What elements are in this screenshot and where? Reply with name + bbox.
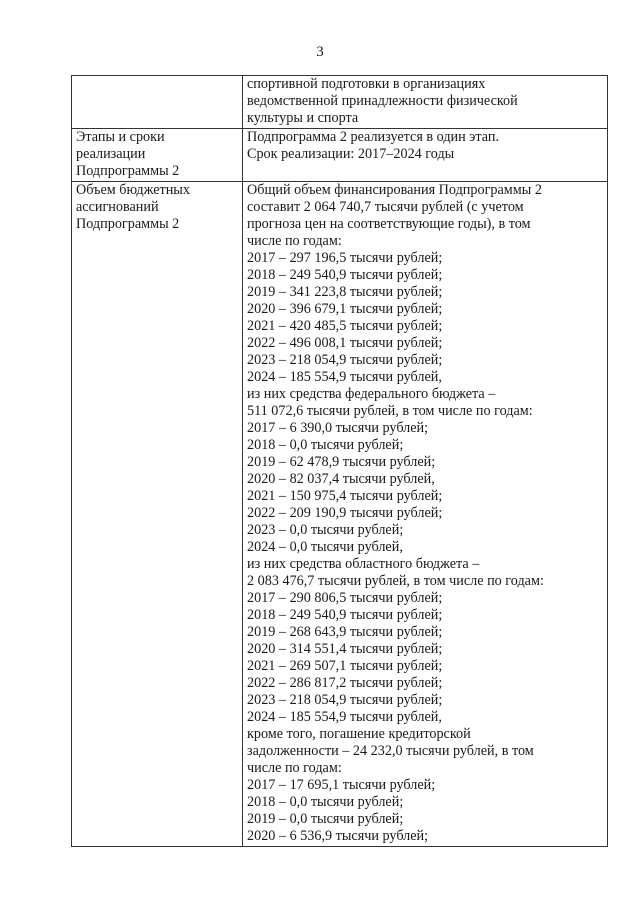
- value-line: 2020 – 396 679,1 тысячи рублей;: [247, 301, 443, 317]
- label-line: Подпрограммы 2: [76, 216, 180, 232]
- value-line: из них средства федерального бюджета –: [247, 386, 496, 402]
- row-value-cell: [243, 182, 608, 847]
- value-line: 2018 – 0,0 тысячи рублей;: [247, 437, 404, 453]
- row-label-cell: [72, 129, 243, 182]
- value-line: 2023 – 218 054,9 тысячи рублей;: [247, 692, 443, 708]
- value-line: 2017 – 6 390,0 тысячи рублей;: [247, 420, 429, 436]
- table-body: [72, 76, 608, 847]
- value-line: задолженности – 24 232,0 тысячи рублей, в том: [247, 743, 534, 759]
- value-line: 2018 – 0,0 тысячи рублей;: [247, 794, 404, 810]
- row-value-cell: [243, 76, 608, 129]
- value-line: 2023 – 0,0 тысячи рублей;: [247, 522, 404, 538]
- value-line: Общий объем финансирования Подпрограммы 2: [247, 182, 542, 198]
- value-line: числе по годам:: [247, 760, 342, 776]
- value-line: 2017 – 297 196,5 тысячи рублей;: [247, 250, 443, 266]
- row-value-cell: [243, 129, 608, 182]
- value-line: 2019 – 0,0 тысячи рублей;: [247, 811, 404, 827]
- label-line: Подпрограммы 2: [76, 163, 180, 179]
- value-line: культуры и спорта: [247, 110, 359, 126]
- value-line: ведомственной принадлежности физической: [247, 93, 518, 109]
- row-label-cell: [72, 76, 243, 129]
- page-number: 3: [316, 44, 324, 60]
- value-line: 2023 – 218 054,9 тысячи рублей;: [247, 352, 443, 368]
- value-line: 2017 – 290 806,5 тысячи рублей;: [247, 590, 443, 606]
- value-line: 2022 – 286 817,2 тысячи рублей;: [247, 675, 443, 691]
- value-line: Срок реализации: 2017–2024 годы: [247, 146, 455, 162]
- label-line: ассигнований: [76, 199, 159, 215]
- value-line: 2 083 476,7 тысячи рублей, в том числе по годам:: [247, 573, 544, 589]
- value-line: из них средства областного бюджета –: [247, 556, 480, 572]
- value-line: 2024 – 185 554,9 тысячи рублей,: [247, 709, 442, 725]
- value-line: кроме того, погашение кредиторской: [247, 726, 471, 742]
- value-line: составит 2 064 740,7 тысячи рублей (с учетом: [247, 199, 524, 215]
- table-row: [72, 129, 608, 182]
- table-row: [72, 76, 608, 129]
- passport-table: [71, 75, 608, 847]
- value-line: 2022 – 209 190,9 тысячи рублей;: [247, 505, 443, 521]
- value-line: числе по годам:: [247, 233, 342, 249]
- value-line: 2019 – 341 223,8 тысячи рублей;: [247, 284, 443, 300]
- label-line: Этапы и сроки: [76, 129, 165, 145]
- value-line: 2018 – 249 540,9 тысячи рублей;: [247, 267, 443, 283]
- value-line: 2019 – 62 478,9 тысячи рублей;: [247, 454, 436, 470]
- value-line: 511 072,6 тысячи рублей, в том числе по годам:: [247, 403, 533, 419]
- value-line: 2017 – 17 695,1 тысячи рублей;: [247, 777, 436, 793]
- value-line: 2018 – 249 540,9 тысячи рублей;: [247, 607, 443, 623]
- value-line: 2020 – 6 536,9 тысячи рублей;: [247, 828, 429, 844]
- value-line: 2021 – 420 485,5 тысячи рублей;: [247, 318, 443, 334]
- row-label-cell: [72, 182, 243, 847]
- value-line: 2024 – 185 554,9 тысячи рублей,: [247, 369, 442, 385]
- value-line: 2020 – 82 037,4 тысячи рублей,: [247, 471, 435, 487]
- value-line: прогноза цен на соответствующие годы), в том: [247, 216, 531, 232]
- label-line: Объем бюджетных: [76, 182, 190, 198]
- label-line: реализации: [76, 146, 146, 162]
- value-line: 2019 – 268 643,9 тысячи рублей;: [247, 624, 443, 640]
- value-line: 2024 – 0,0 тысячи рублей,: [247, 539, 403, 555]
- table-row: [72, 182, 608, 847]
- value-line: спортивной подготовки в организациях: [247, 76, 486, 92]
- value-line: Подпрограмма 2 реализуется в один этап.: [247, 129, 499, 145]
- value-line: 2021 – 269 507,1 тысячи рублей;: [247, 658, 443, 674]
- value-line: 2022 – 496 008,1 тысячи рублей;: [247, 335, 443, 351]
- value-line: 2020 – 314 551,4 тысячи рублей;: [247, 641, 443, 657]
- value-line: 2021 – 150 975,4 тысячи рублей;: [247, 488, 443, 504]
